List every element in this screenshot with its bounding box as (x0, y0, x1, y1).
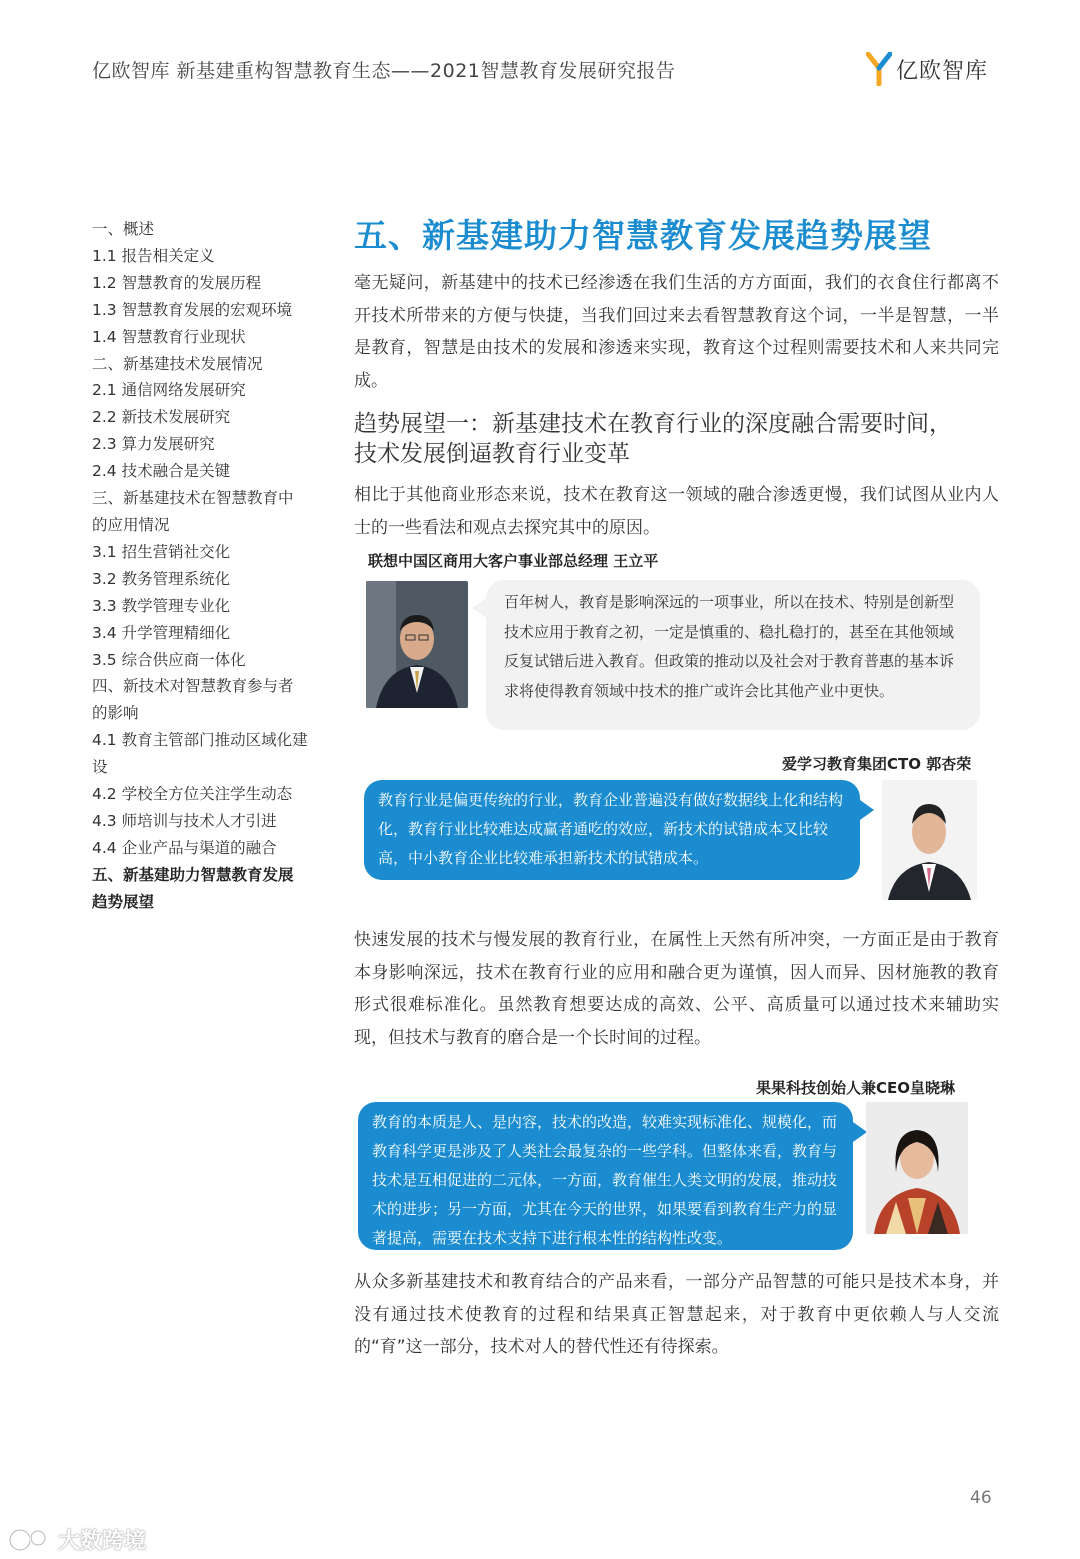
speaker-photo (866, 1102, 968, 1234)
speaker-portrait-icon (866, 1102, 968, 1234)
quote-speaker: 联想中国区商用大客户事业部总经理 王立平 (368, 552, 659, 570)
watermark-logo-icon (8, 1526, 52, 1554)
body-paragraph: 从众多新基建技术和教育结合的产品来看，一部分产品智慧的可能只是技术本身，并没有通过技术使教育的过程和结果真正智慧起来，对于教育中更依赖人与人交流的“育”这一部分，技术对人的替代性还有待探索。 (354, 1272, 999, 1357)
intro-paragraph: 毫无疑问，新基建中的技术已经渗透在我们生活的方方面面，我们的衣食住行都离不开技术所带来的方便与快捷，当我们回过来去看智慧教育这个词，一半是智慧，一半是教育，智慧是由技术的发展和渗透来实现，教育这个过程则需要技术和人来共同完成。 (354, 273, 999, 391)
toc-item-current[interactable]: 五、新基建助力智慧教育发展 (92, 865, 294, 884)
quote-text: 百年树人，教育是影响深远的一项事业，所以在技术、特别是创新型技术应用于教育之初，一定是慎重的、稳扎稳打的，甚至在其他领域反复试错后进入教育。但政策的推动以及社会对于教育普惠的基本诉求将使得教育领域中技术的推广或许会比其他产业中更快。 (504, 593, 955, 700)
toc-item[interactable]: 2.2 新技术发展研究 (92, 408, 231, 427)
watermark (8, 1524, 146, 1555)
yiou-logo-icon (866, 52, 892, 86)
toc-item[interactable]: 设 (92, 758, 108, 777)
logo-text: 亿欧智库 (896, 58, 989, 84)
main-content (354, 210, 999, 544)
toc-item[interactable]: 2.1 通信网络发展研究 (92, 381, 246, 400)
toc-item[interactable]: 3.2 教务管理系统化 (92, 569, 231, 588)
report-header-title: 亿欧智库 新基建重构智慧教育生态——2021智慧教育发展研究报告 (92, 60, 676, 82)
toc-item[interactable]: 3.4 升学管理精细化 (92, 623, 231, 642)
page-number: 46 (970, 1488, 992, 1508)
trend-subtitle-line: 趋势展望一：新基建技术在教育行业的深度融合需要时间， (354, 411, 952, 437)
section-title: 五、新基建助力智慧教育发展趋势展望 (354, 216, 932, 255)
toc-item-current[interactable]: 趋势展望 (92, 892, 155, 911)
quote-speaker: 爱学习教育集团CTO 郭杏荣 (782, 755, 972, 773)
toc-item[interactable]: 二、新基建技术发展情况 (92, 354, 263, 373)
quote-bubble (364, 780, 860, 880)
toc-item[interactable]: 4.4 企业产品与渠道的融合 (92, 838, 277, 857)
watermark-text: 大数跨境 (58, 1529, 147, 1554)
toc-item[interactable]: 1.2 智慧教育的发展历程 (92, 273, 262, 292)
quote-speaker: 果果科技创始人兼CEO皇晓琳 (756, 1079, 956, 1097)
toc-item[interactable]: 的影响 (92, 704, 139, 723)
table-of-contents (92, 216, 317, 916)
body-paragraph: 快速发展的技术与慢发展的教育行业，在属性上天然有所冲突，一方面正是由于教育本身影响深远，技术在教育行业的应用和融合更为谨慎，因人而异、因材施教的教育形式很难标准化。虽然教育想要达成的高效、公平、高质量可以通过技术来辅助实现，但技术与教育的磨合是一个长时间的过程。 (354, 930, 999, 1048)
trend-subtitle (354, 409, 999, 469)
toc-item[interactable]: 4.2 学校全方位关注学生动态 (92, 785, 293, 804)
quote-bubble (486, 580, 980, 730)
yiou-logo (866, 52, 988, 86)
body-paragraph: 相比于其他商业形态来说，技术在教育这一领域的融合渗透更慢，我们试图从业内人士的一些看法和观点去探究其中的原因。 (354, 485, 999, 538)
speaker-portrait-icon (882, 780, 977, 900)
trend-subtitle-line: 技术发展倒逼教育行业变革 (354, 441, 630, 467)
toc-item[interactable]: 四、新技术对智慧教育参与者 (92, 677, 294, 696)
toc-item[interactable]: 3.1 招生营销社交化 (92, 542, 231, 561)
toc-item[interactable]: 4.3 师培训与技术人才引进 (92, 811, 277, 830)
quote-bubble (358, 1102, 853, 1250)
toc-item[interactable]: 三、新基建技术在智慧教育中 (92, 489, 294, 508)
toc-item[interactable]: 4.1 教育主管部门推动区域化建 (92, 731, 308, 750)
toc-item[interactable]: 3.3 教学管理专业化 (92, 596, 231, 615)
quote-text: 教育行业是偏更传统的行业，教育企业普遍没有做好数据线上化和结构化，教育行业比较难达成赢者通吃的效应，新技术的试错成本又比较高，中小教育企业比较难承担新技术的试错成本。 (378, 791, 844, 867)
toc-item[interactable]: 的应用情况 (92, 515, 170, 534)
speaker-portrait-icon (366, 581, 468, 708)
toc-item[interactable]: 一、概述 (92, 220, 155, 238)
quote-text: 教育的本质是人、是内容，技术的改造，较难实现标准化、规模化，而教育科学更是涉及了人类社会最复杂的一些学科。但整体来看，教育与技术是互相促进的二元体，一方面，教育催生人类文明的发展，推动技术的进步；另一方面，尤其在今天的世界，如果要看到教育生产力的显著提高，需要在技术支持下进行根本性的结构性改变。 (372, 1113, 838, 1247)
toc-item[interactable]: 1.3 智慧教育发展的宏观环境 (92, 300, 293, 319)
speaker-photo (366, 581, 468, 708)
toc-item[interactable]: 2.3 算力发展研究 (92, 435, 215, 454)
toc-item[interactable]: 2.4 技术融合是关键 (92, 462, 231, 481)
toc-item[interactable]: 1.1 报告相关定义 (92, 246, 215, 265)
speaker-photo (882, 780, 977, 900)
toc-item[interactable]: 3.5 综合供应商一体化 (92, 650, 246, 669)
toc-item[interactable]: 1.4 智慧教育行业现状 (92, 327, 246, 346)
